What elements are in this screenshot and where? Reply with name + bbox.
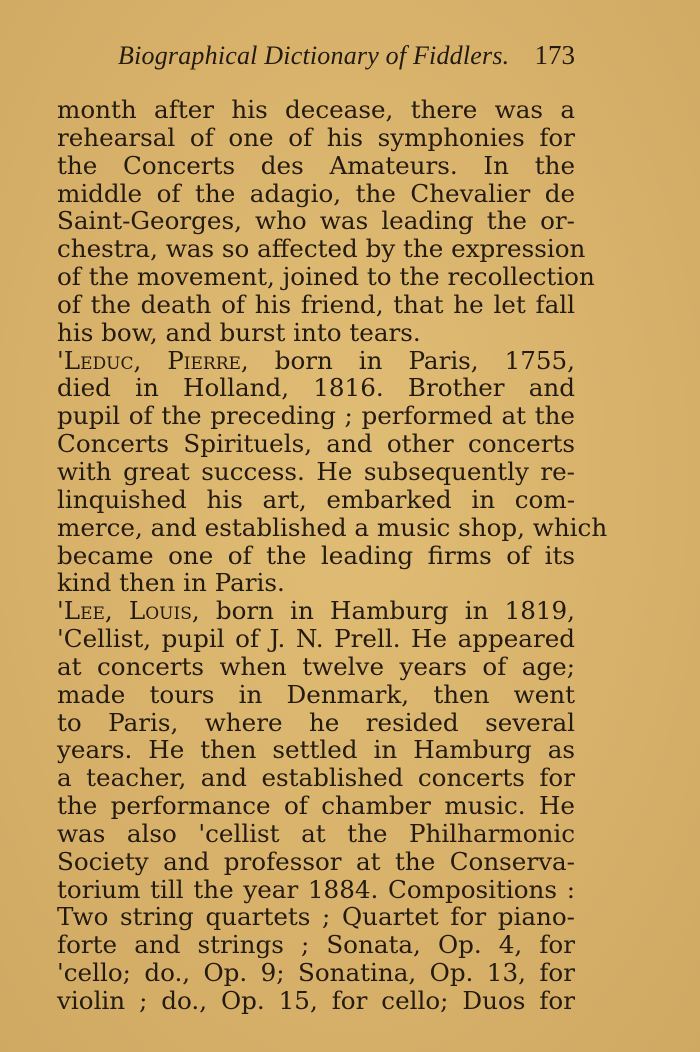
text-line: pupil of the preceding ; performed at the — [57, 401, 575, 431]
text-line: torium till the year 1884. Compositions : — [57, 874, 575, 904]
text-line: Concerts Spirituels, and other concerts — [57, 429, 575, 459]
text-line: born in Hamburg in 1819, — [215, 596, 575, 626]
entry-headword: 'Lee, Louis, — [57, 596, 200, 626]
text-line: a teacher, and established concerts for — [57, 763, 575, 793]
text-line: born in Paris, 1755, — [274, 345, 575, 375]
text-line: of the death of his friend, that he let fall — [57, 289, 575, 319]
text-line: violin ; do., Op. 15, for cello; Duos for — [57, 986, 575, 1015]
text-line: linquished his art, embarked in com- — [57, 484, 575, 514]
text-line: Two string quartets ; Quartet for piano- — [57, 902, 575, 932]
text-line: rehearsal of one of his symphonies for — [57, 122, 575, 152]
text-line: his bow, and burst into tears. — [57, 317, 421, 347]
text-line: at concerts when twelve years of age; — [57, 651, 575, 681]
text-line: forte and strings ; Sonata, Op. 4, for — [57, 930, 575, 960]
text-line: with great success. He subsequently re- — [57, 456, 575, 486]
text-line: the Concerts des Amateurs. In the — [57, 150, 575, 180]
text-line: chestra, was so affected by the expression — [57, 234, 586, 264]
entry-leduc-first-line — [57, 347, 575, 375]
text-line: middle of the adagio, the Chevalier de — [57, 178, 575, 208]
text-line: years. He then settled in Hamburg as — [57, 735, 575, 765]
text-line: became one of the leading firms of its — [57, 540, 575, 570]
text-line: was also 'cellist at the Philharmonic — [57, 818, 575, 848]
text-line: Saint-Georges, who was leading the or- — [57, 206, 575, 236]
text-line: made tours in Denmark, then went — [57, 679, 575, 709]
running-title: Biographical Dictionary of Fiddlers. — [118, 41, 510, 70]
text-line: Society and professor at the Conserva- — [57, 846, 575, 876]
entry-headword: 'Leduc, Pierre, — [57, 345, 249, 375]
text-line: to Paris, where he resided several — [57, 707, 575, 737]
entry-lee-first-line — [57, 597, 575, 625]
text-line: month after his decease, there was a — [57, 95, 575, 124]
text-line: merce, and established a music shop, which — [57, 512, 608, 542]
text-line: kind then in Paris. — [57, 568, 285, 598]
text-line: 'Cellist, pupil of J. N. Prell. He appeared — [57, 624, 575, 654]
page-header — [60, 40, 575, 76]
text-line: died in Holland, 1816. Brother and — [57, 373, 575, 403]
page-number: 173 — [534, 40, 575, 70]
text-line: 'cello; do., Op. 9; Sonatina, Op. 13, for — [57, 958, 575, 988]
body-text — [57, 95, 608, 1015]
text-line: the performance of chamber music. He — [57, 791, 575, 821]
text-line: of the movement, joined to the recollection — [57, 262, 595, 292]
